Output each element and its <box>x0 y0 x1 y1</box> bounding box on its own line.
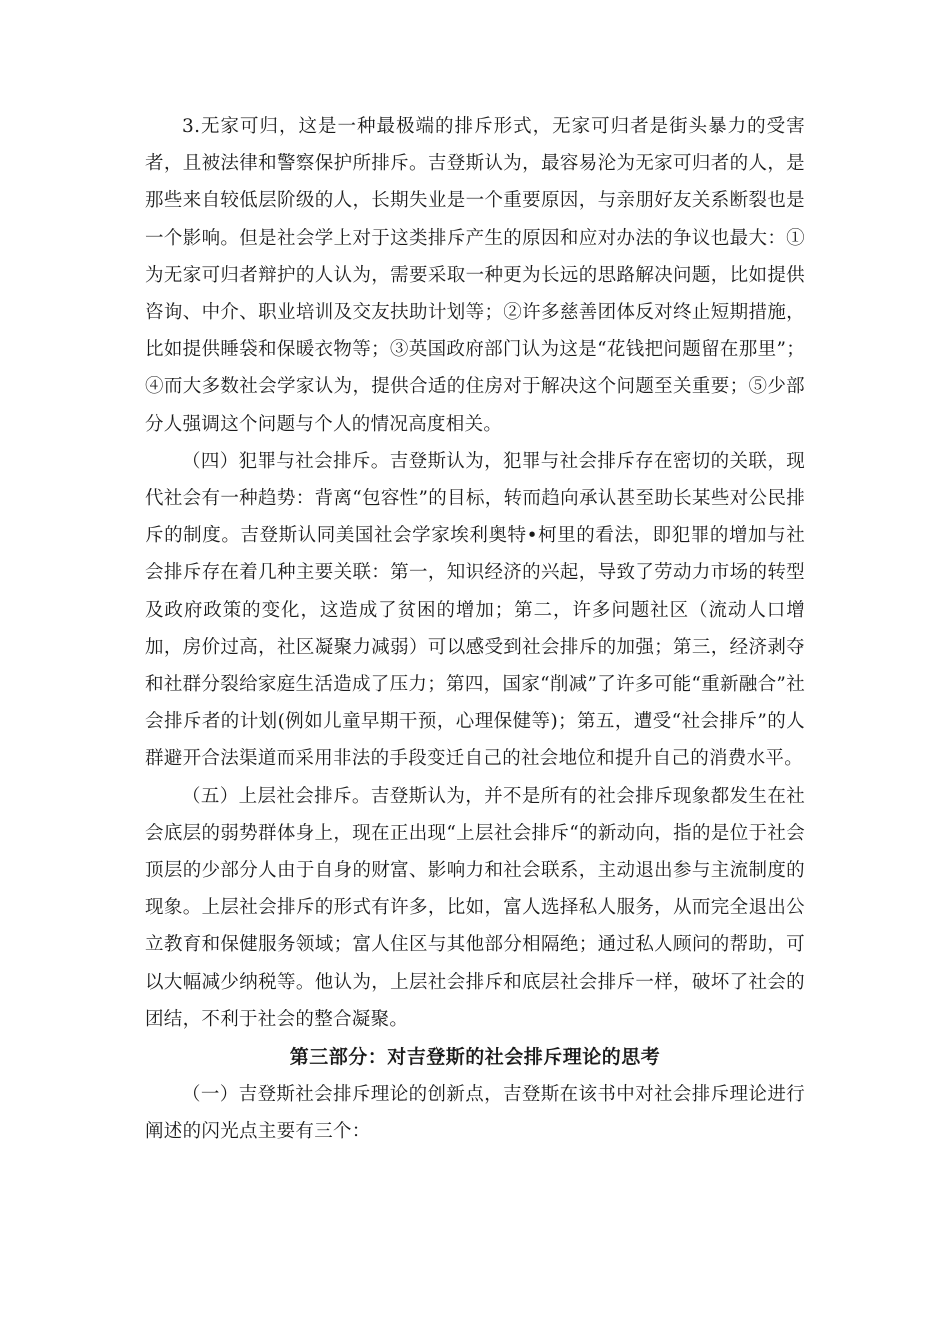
paragraph-upper-class-exclusion: （五）上层社会排斥。吉登斯认为，并不是所有的社会排斥现象都发生在社会底层的弱势群体身上，现在正出现“上层社会排斥“的新动向，指的是位于社会顶层的少部分人由于自身的财富、影响力和社会联系，主动退出参与主流制度的现象。上层社会排斥的形式有许多，比如，富人选择私人服务，从而完全退出公立教育和保健服务领域；富人住区与其他部分相隔绝；通过私人顾问的帮助，可以大幅减少纳税等。他认为，上层社会排斥和底层社会排斥一样，破坏了社会的团结，不利于社会的整合凝聚。 <box>145 785 805 1030</box>
paragraph-homelessness: 3.无家可归，这是一种最极端的排斥形式，无家可归者是街头暴力的受害者，且被法律和警察保护所排斥。吉登斯认为，最容易沦为无家可归者的人，是那些来自较低层阶级的人，长期失业是一个重要原因，与亲朋好友关系断裂也是一个影响。但是社会学上对于这类排斥产生的原因和应对办法的争议也最大：①为无家可归者辩护的人认为，需要采取一种更为长远的思路解决问题，比如提供咨询、中介、职业培训及交友扶助计划等；②许多慈善团体反对终止短期措施，比如提供睡袋和保暖衣物等；③英国政府部门认为这是“花钱把问题留在那里”；④而大多数社会学家认为，提供合适的住房对于解决这个问题至关重要；⑤少部分人强调这个问题与个人的情况高度相关。 <box>145 116 805 435</box>
section-heading: 第三部分：对吉登斯的社会排斥理论的思考 <box>289 1046 661 1069</box>
paragraph-crime-and-exclusion: （四）犯罪与社会排斥。吉登斯认为，犯罪与社会排斥存在密切的关联，现代社会有一种趋势：背离“包容性”的目标，转而趋向承认甚至助长某些对公民排斥的制度。吉登斯认同美国社会学家埃利奥特•柯里的看法，即犯罪的增加与社会排斥存在着几种主要关联：第一，知识经济的兴起，导致了劳动力市场的转型及政府政策的变化，这造成了贫困的增加；第二，许多问题社区（流动人口增加，房价过高，社区凝聚力减弱）可以感受到社会排斥的加强；第三，经济剥夺和社群分裂给家庭生活造成了压力；第四，国家“削减”了许多可能“重新融合”社会排斥者的计划(例如儿童早期干预，心理保健等)；第五，遭受“社会排斥”的人群避开合法渠道而采用非法的手段变迁自己的社会地位和提升自己的消费水平。 <box>145 450 805 770</box>
paragraph-innovation-points: （一）吉登斯社会排斥理论的创新点，吉登斯在该书中对社会排斥理论进行阐述的闪光点主要有三个： <box>145 1084 805 1143</box>
document-page <box>145 108 805 1150</box>
